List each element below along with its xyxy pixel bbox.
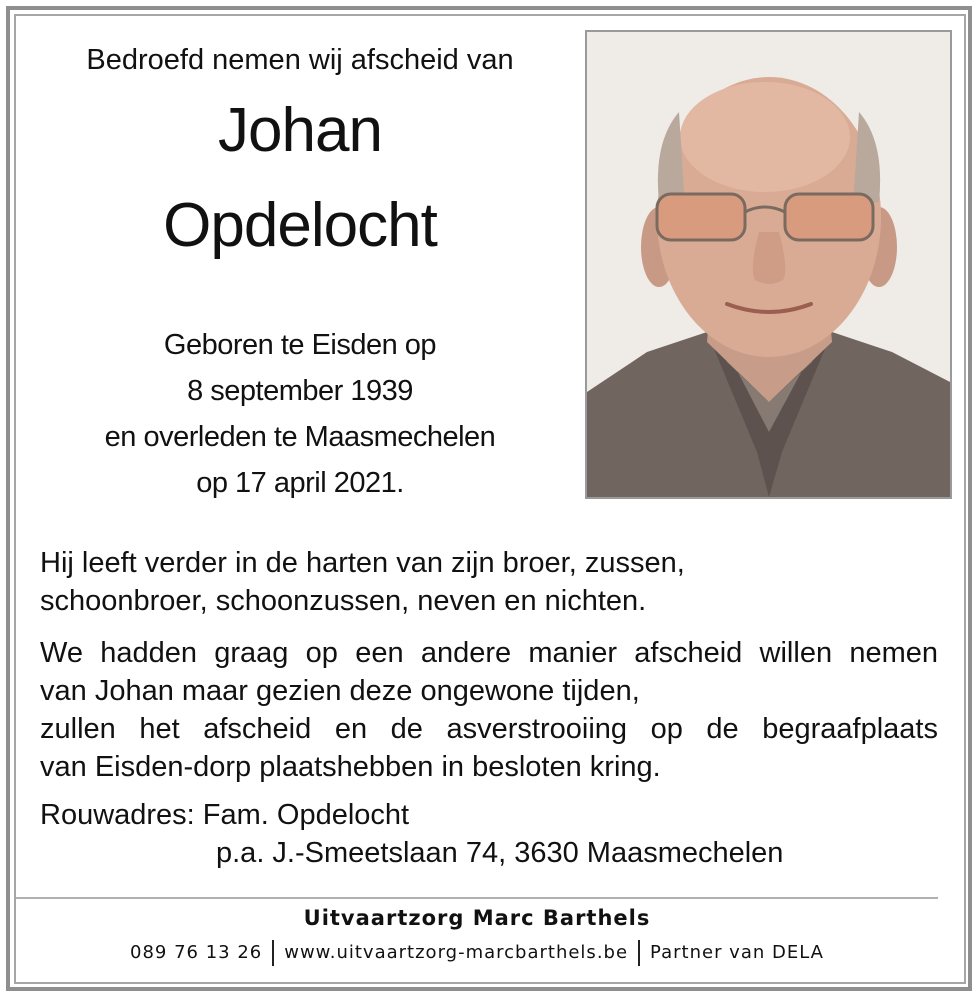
date-line: en overleden te Maasmechelen (104, 421, 496, 453)
survivors-paragraph (40, 544, 938, 620)
paragraph-line: zullen het afscheid en de asverstrooiing op de begraafplaats (40, 713, 938, 745)
date-line: op 17 april 2021. (196, 467, 404, 499)
deceased-last-name: Opdelocht (163, 191, 437, 260)
separator (272, 940, 274, 966)
separator (638, 940, 640, 966)
funeral-home-contact (16, 940, 938, 966)
deceased-first-name: Johan (218, 96, 382, 165)
date-line: 8 september 1939 (187, 375, 413, 407)
life-dates (30, 322, 570, 506)
website-link[interactable]: www.uitvaartzorg-marcbarthels.be (284, 942, 629, 963)
paragraph-line: van Eisden-dorp plaatshebben in besloten kring. (40, 751, 661, 783)
mourning-address (40, 796, 938, 872)
footer-divider (16, 897, 938, 899)
paragraph-line: schoonbroer, schoonzussen, neven en nichten. (40, 585, 647, 617)
address-label-line: Rouwadres: Fam. Opdelocht (40, 799, 410, 831)
ceremony-paragraph (40, 634, 938, 786)
paragraph-line: van Johan maar gezien deze ongewone tijden, (40, 675, 640, 707)
partner-text: Partner van DELA (650, 942, 824, 963)
intro-text: Bedroefd nemen wij afscheid van (86, 44, 514, 76)
paragraph-line: Hij leeft verder in de harten van zijn broer, zussen, (40, 547, 685, 579)
portrait-photo (585, 30, 952, 499)
address-street-line: p.a. J.-Smeetslaan 74, 3630 Maasmechelen (216, 837, 784, 869)
paragraph-line: We hadden graag op een andere manier afscheid willen nemen (40, 637, 938, 669)
funeral-home-name: Uitvaartzorg Marc Barthels (303, 906, 651, 930)
portrait-illustration (587, 32, 950, 497)
date-line: Geboren te Eisden op (163, 329, 437, 361)
phone-number: 089 76 13 26 (130, 942, 263, 963)
